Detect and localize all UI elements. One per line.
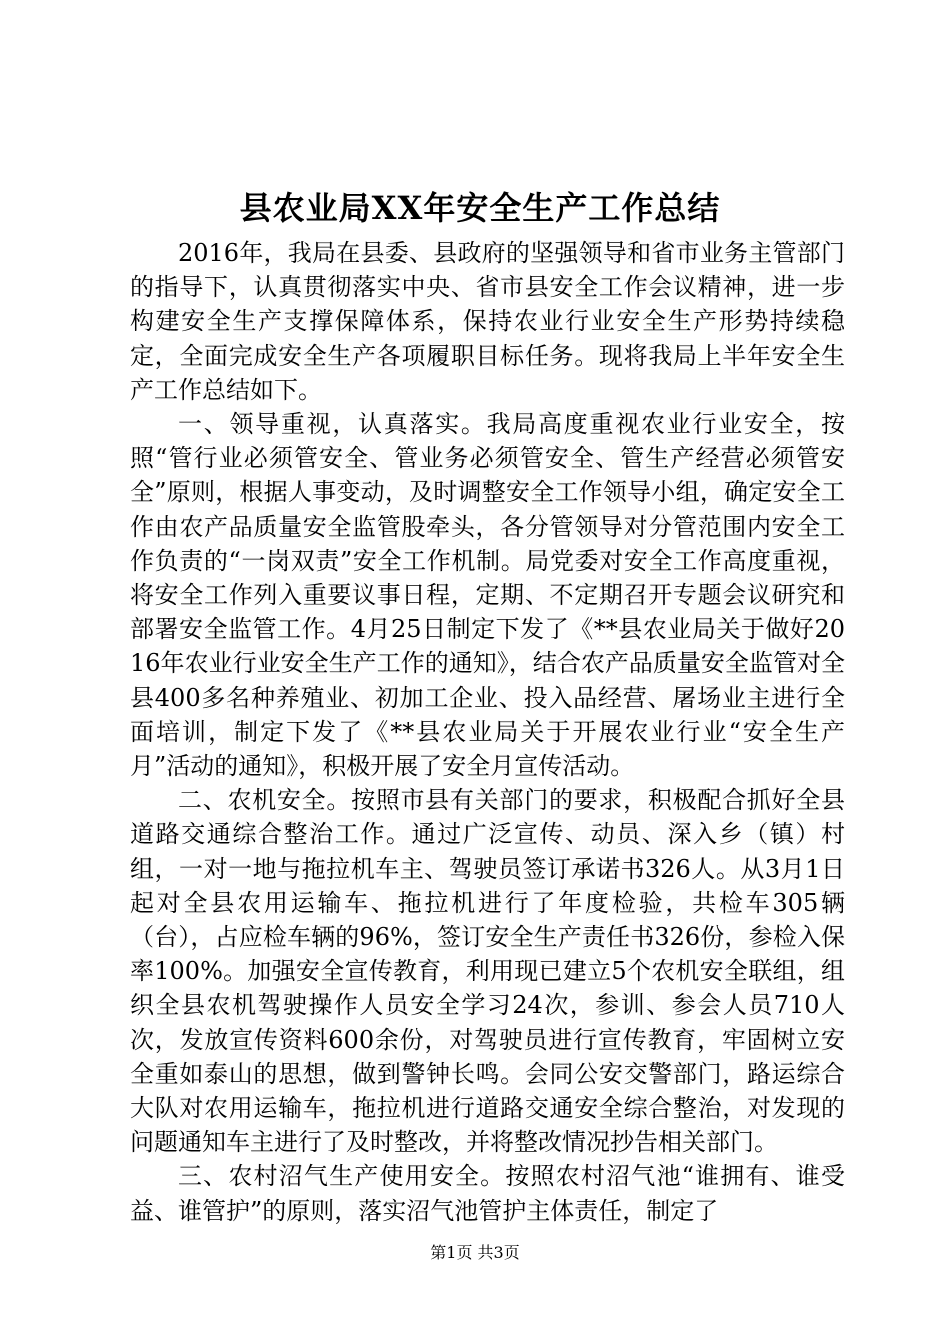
page-number-footer: 第1页 共3页 (430, 1243, 520, 1262)
document-body (130, 236, 845, 1228)
paragraph-intro: 2016年，我局在县委、县政府的坚强领导和省市业务主管部门的指导下，认真贯彻落实中央、省市县安全工作会议精神，进一步构建安全生产支撑保障体系，保持农业行业安全生产形势持续稳定，全面完成安全生产各项履职目标任务。现将我局上半年安全生产工作总结如下。 (130, 239, 845, 404)
paragraph-leadership: 一、领导重视，认真落实。我局高度重视农业行业安全，按照“管行业必须管安全、管业务必须管安全、管生产经营必须管安全”原则，根据人事变动，及时调整安全工作领导小组，确定安全工作由农产品质量安全监管股牵头，各分管领导对分管范围内安全工作负责的“一岗双责”安全工作机制。局党委对安全工作高度重视，将安全工作列入重要议事日程，定期、不定期召开专题会议研究和部署安全监管工作。4月25日制定下发了《**县农业局关于做好2016年农业行业安全生产工作的通知》，结合农产品质量安全监管对全县400多名种养殖业、初加工企业、投入品经营、屠场业主进行全面培训，制定下发了《**县农业局关于开展农业行业“安全生产月”活动的通知》，积极开展了安全月宣传活动。 (130, 410, 845, 781)
paragraph-farm-machinery-safety: 二、农机安全。按照市县有关部门的要求，积极配合抓好全县道路交通综合整治工作。通过广泛宣传、动员、深入乡（镇）村组，一对一地与拖拉机车主、驾驶员签订承诺书326人。从3月1日起对全县农用运输车、拖拉机进行了年度检验，共检车305辆（台），占应检车辆的96%，签订安全生产责任书326份，参检入保率100%。加强安全宣传教育，利用现已建立5个农机安全联组，组织全县农机驾驶操作人员安全学习24次，参训、参会人员710人次，发放宣传资料600余份，对驾驶员进行宣传教育，牢固树立安全重如泰山的思想，做到警钟长鸣。会同公安交警部门，路运综合大队对农用运输车，拖拉机进行道路交通安全综合整治，对发现的问题通知车主进行了及时整改，并将整改情况抄告相关部门。 (130, 786, 845, 1157)
paragraph-biogas-safety: 三、农村沼气生产使用安全。按照农村沼气池“谁拥有、谁受益、谁管护”的原则，落实沼气池管护主体责任，制定了 (130, 1162, 845, 1225)
document-title: 县农业局XX年安全生产工作总结 (239, 189, 721, 227)
